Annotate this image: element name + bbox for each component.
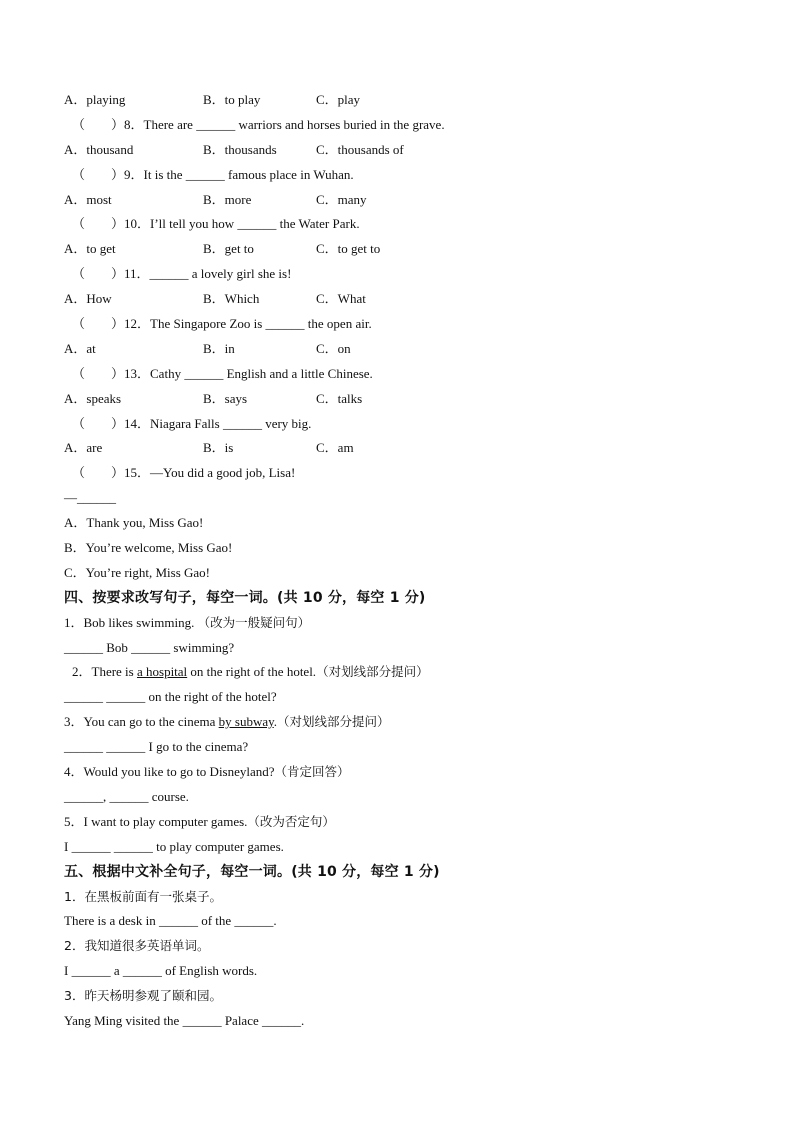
question-14 xyxy=(64,412,744,437)
s4-question-2 xyxy=(64,660,744,685)
answer-parentheses: （ ） xyxy=(72,316,125,332)
option-c-line: C．You’re right, Miss Gao! xyxy=(64,564,211,580)
answer-parentheses: （ ） xyxy=(72,166,125,182)
options-q13 xyxy=(64,387,744,412)
s4-question-5 xyxy=(64,810,744,835)
option-b: B．in xyxy=(203,340,235,356)
underlined-phrase: by subway xyxy=(218,714,274,730)
option-a: A．most xyxy=(64,191,112,207)
option-b: B．more xyxy=(203,191,252,207)
option-a: A．at xyxy=(64,340,96,356)
instruction-note: （对划线部分提问） xyxy=(277,714,390,730)
option-c: C．many xyxy=(316,191,367,207)
s5-question-1-chinese: 1．在黑板前面有一张桌子。 xyxy=(64,888,222,904)
s4-question-4 xyxy=(64,760,744,785)
option-b: B．says xyxy=(203,390,248,406)
question-10 xyxy=(64,212,744,237)
s4-answer-5: I ______ ______ to play computer games. xyxy=(64,838,284,854)
option-b: B．to play xyxy=(203,92,261,107)
question-text-pre: 2．There is xyxy=(72,664,137,680)
option-b: B．thousands xyxy=(203,141,277,157)
worksheet-page xyxy=(64,88,744,1034)
instruction-note: （改为一般疑问句） xyxy=(197,614,311,630)
question-text: 14．Niagara Falls ______ very big. xyxy=(124,415,312,431)
s5-question-3-chinese: 3．昨天杨明参观了颐和园。 xyxy=(64,988,222,1004)
question-text: 13．Cathy ______ English and a little Chinese. xyxy=(124,365,373,381)
s4-answer-3: ______ ______ I go to the cinema? xyxy=(64,739,249,755)
section-4-heading: 四、按要求改写句子，每空一词。(共 10 分，每空 1 分) xyxy=(64,589,426,606)
option-a: A．are xyxy=(64,440,103,456)
option-a: A．How xyxy=(64,291,112,307)
option-c: C．thousands of xyxy=(316,141,404,157)
answer-parentheses: （ ） xyxy=(72,465,125,481)
section-5-heading: 五、根据中文补全句子，每空一词。(共 10 分，每空 1 分) xyxy=(64,863,440,880)
question-9 xyxy=(64,163,744,188)
options-q14 xyxy=(64,436,744,461)
question-13 xyxy=(64,362,744,387)
question-8 xyxy=(64,113,744,138)
question-text: 5．I want to play computer games. xyxy=(64,813,248,829)
answer-parentheses: （ ） xyxy=(72,266,125,282)
question-12 xyxy=(64,312,744,337)
question-15 xyxy=(64,461,744,486)
answer-parentheses: （ ） xyxy=(72,116,125,132)
question-text: 1．Bob likes swimming. xyxy=(64,614,195,630)
option-b: B．is xyxy=(203,440,234,456)
question-text: 9．It is the ______ famous place in Wuhan. xyxy=(124,166,354,182)
option-a: A．to get xyxy=(64,241,116,257)
option-c: C．What xyxy=(316,291,366,307)
option-a-line: A．Thank you, Miss Gao! xyxy=(64,515,204,531)
option-c: C．play xyxy=(316,92,361,107)
question-text: 4．Would you like to go to Disneyland? xyxy=(64,764,275,780)
s4-answer-4: ______, ______ course. xyxy=(64,788,189,804)
s4-answer-2: ______ ______ on the right of the hotel? xyxy=(64,689,277,705)
question-text: 12．The Singapore Zoo is ______ the open air. xyxy=(124,316,372,332)
instruction-note: （改为否定句） xyxy=(247,813,335,829)
option-a: A．speaks xyxy=(64,390,122,406)
s5-question-2-english: I ______ a ______ of English words. xyxy=(64,963,258,979)
option-b: B．Which xyxy=(203,291,260,307)
options-q10 xyxy=(64,237,744,262)
option-c: C．on xyxy=(316,340,351,356)
answer-parentheses: （ ） xyxy=(72,415,125,431)
option-c: C．to get to xyxy=(316,241,381,257)
s5-question-3-english: Yang Ming visited the ______ Palace ______. xyxy=(64,1012,305,1028)
question-text: 10．I’ll tell you how ______ the Water Park. xyxy=(124,216,360,232)
answer-parentheses: （ ） xyxy=(72,216,125,232)
option-a: A．thousand xyxy=(64,141,134,157)
question-text: 15．—You did a good job, Lisa! xyxy=(124,465,296,481)
option-c: C．talks xyxy=(316,390,363,406)
option-a: A．playing xyxy=(64,92,126,107)
option-b-line: B．You’re welcome, Miss Gao! xyxy=(64,540,233,556)
dialogue-blank: —______ xyxy=(64,490,116,506)
s5-question-2-chinese: 2．我知道很多英语单词。 xyxy=(64,938,210,954)
options-q12 xyxy=(64,337,744,362)
option-b: B．get to xyxy=(203,241,254,257)
options-q7 xyxy=(64,88,744,113)
answer-parentheses: （ ） xyxy=(72,365,125,381)
options-q11 xyxy=(64,287,744,312)
option-c: C．am xyxy=(316,440,354,456)
question-text-post: . xyxy=(273,714,278,730)
underlined-phrase: a hospital xyxy=(136,664,188,680)
question-11 xyxy=(64,262,744,287)
question-text-pre: 3．You can go to the cinema xyxy=(64,714,219,730)
instruction-note: （肯定回答） xyxy=(274,764,350,780)
question-text: 11．______ a lovely girl she is! xyxy=(124,266,292,282)
options-q9 xyxy=(64,188,744,213)
options-q8 xyxy=(64,138,744,163)
instruction-note: （对划线部分提问） xyxy=(316,664,429,680)
s4-question-1 xyxy=(64,611,744,636)
s5-question-1-english: There is a desk in ______ of the ______. xyxy=(64,913,277,929)
s4-answer-1: ______ Bob ______ swimming? xyxy=(64,639,235,655)
s4-question-3 xyxy=(64,710,744,735)
question-text: 8．There are ______ warriors and horses buried in the grave. xyxy=(124,116,445,132)
question-text-post: on the right of the hotel. xyxy=(187,664,317,680)
